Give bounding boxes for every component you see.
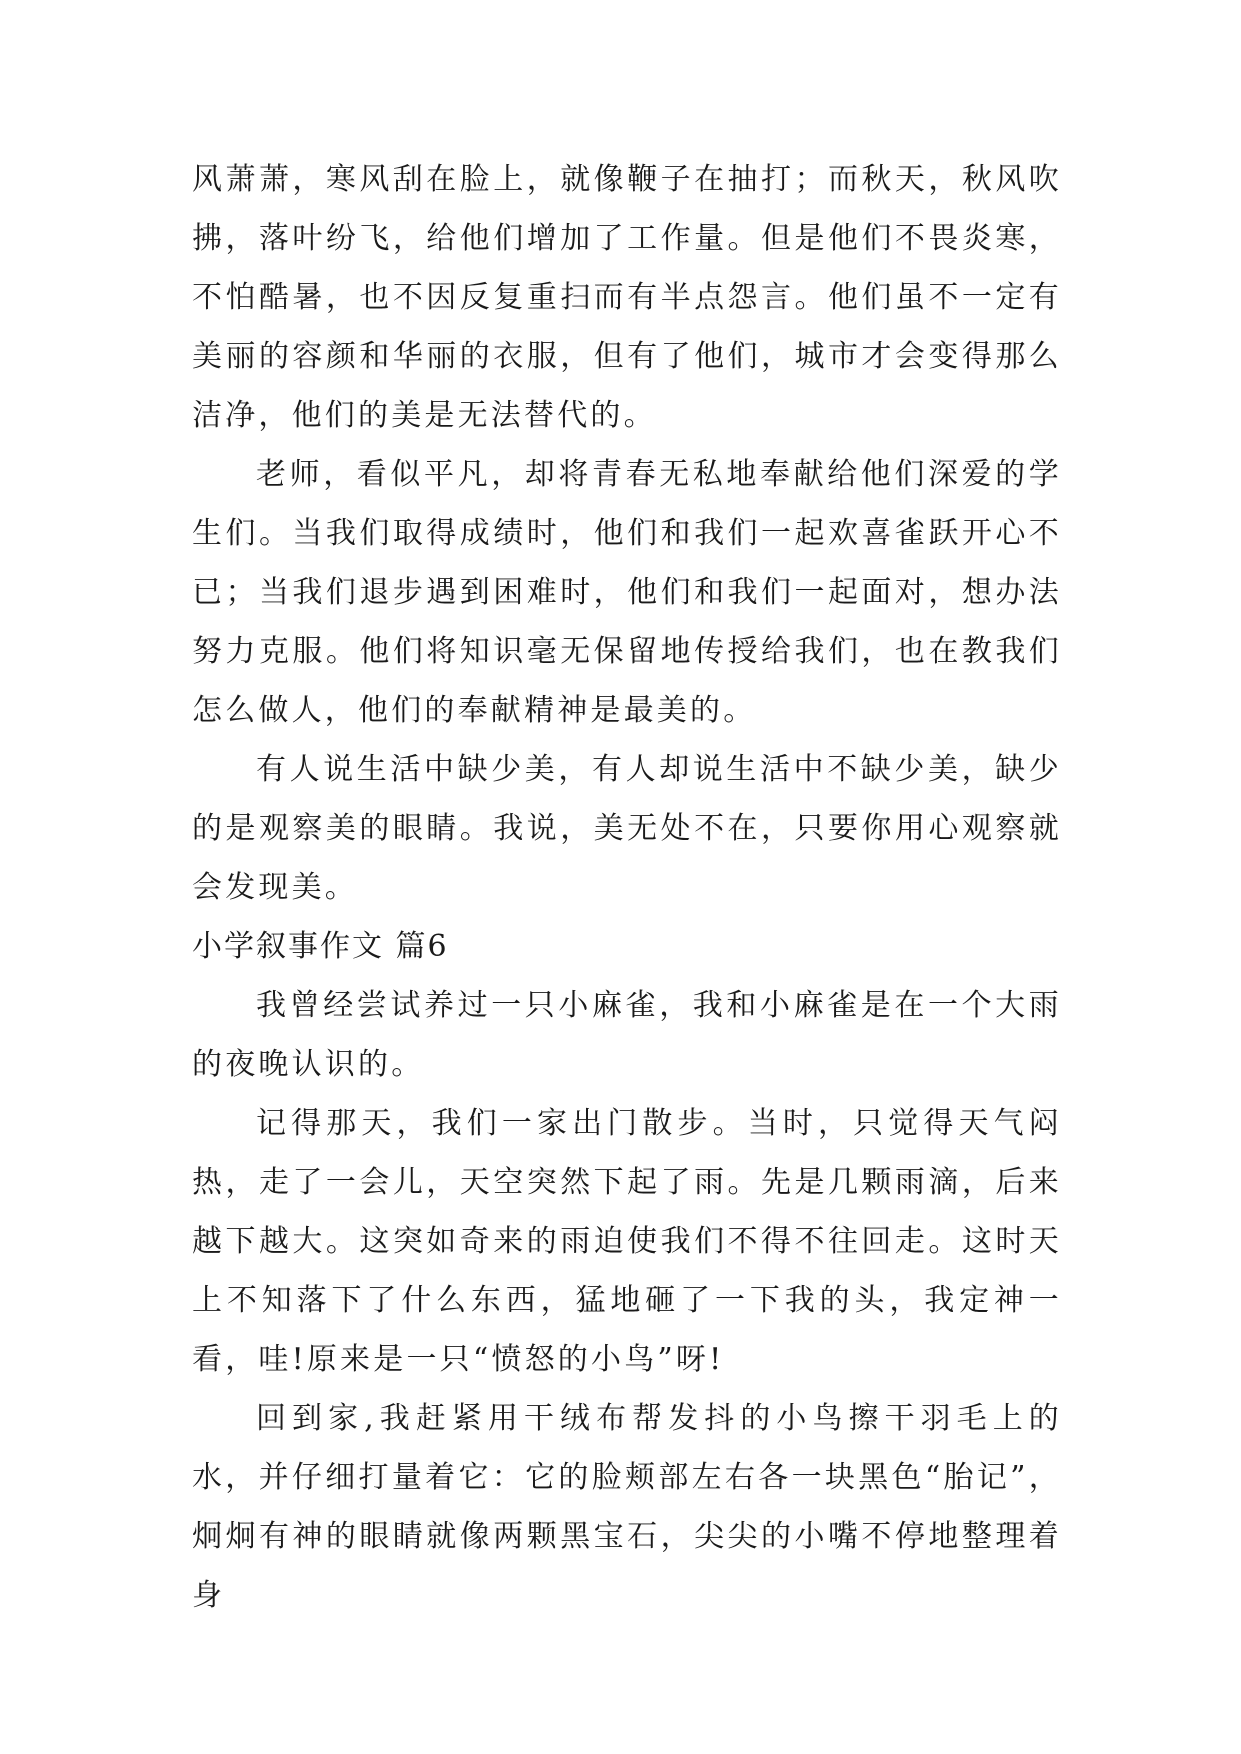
paragraph-beauty-everywhere: 有人说生活中缺少美，有人却说生活中不缺少美，缺少的是观察美的眼睛。我说，美无处不在，只要你用心观察就会发现美。: [192, 752, 1062, 905]
paragraph-sparrow-intro: 我曾经尝试养过一只小麻雀，我和小麻雀是在一个大雨的夜晚认识的。: [192, 988, 1062, 1082]
paragraph-rainy-walk: 记得那天，我们一家出门散步。当时，只觉得天气闷热，走了一会儿，天空突然下起了雨。先是几颗雨滴，后来越下越大。这突如奇来的雨迫使我们不得不往回走。这时天上不知落下了什么东西，猛地砸了一下我的头，我定神一看，哇!原来是一只“愤怒的小鸟”呀!: [192, 1106, 1062, 1377]
document-page: [192, 150, 1062, 1625]
paragraph-back-home: 回到家,我赶紧用干绒布帮发抖的小鸟擦干羽毛上的水，并仔细打量着它：它的脸颊部左右各一块黑色“胎记”，炯炯有神的眼睛就像两颗黑宝石，尖尖的小嘴不停地整理着身: [192, 1401, 1062, 1613]
paragraph-teachers: 老师，看似平凡，却将青春无私地奉献给他们深爱的学生们。当我们取得成绩时，他们和我们一起欢喜雀跃开心不已；当我们退步遇到困难时，他们和我们一起面对，想办法努力克服。他们将知识毫无保留地传授给我们，也在教我们怎么做人，他们的奉献精神是最美的。: [192, 457, 1062, 728]
section-heading: 小学叙事作文 篇6: [192, 929, 449, 964]
paragraph-street-cleaners: 风萧萧，寒风刮在脸上，就像鞭子在抽打；而秋天，秋风吹拂，落叶纷飞，给他们增加了工作量。但是他们不畏炎寒，不怕酷暑，也不因反复重扫而有半点怨言。他们虽不一定有美丽的容颜和华丽的衣服，但有了他们，城市才会变得那么洁净，他们的美是无法替代的。: [192, 162, 1062, 433]
